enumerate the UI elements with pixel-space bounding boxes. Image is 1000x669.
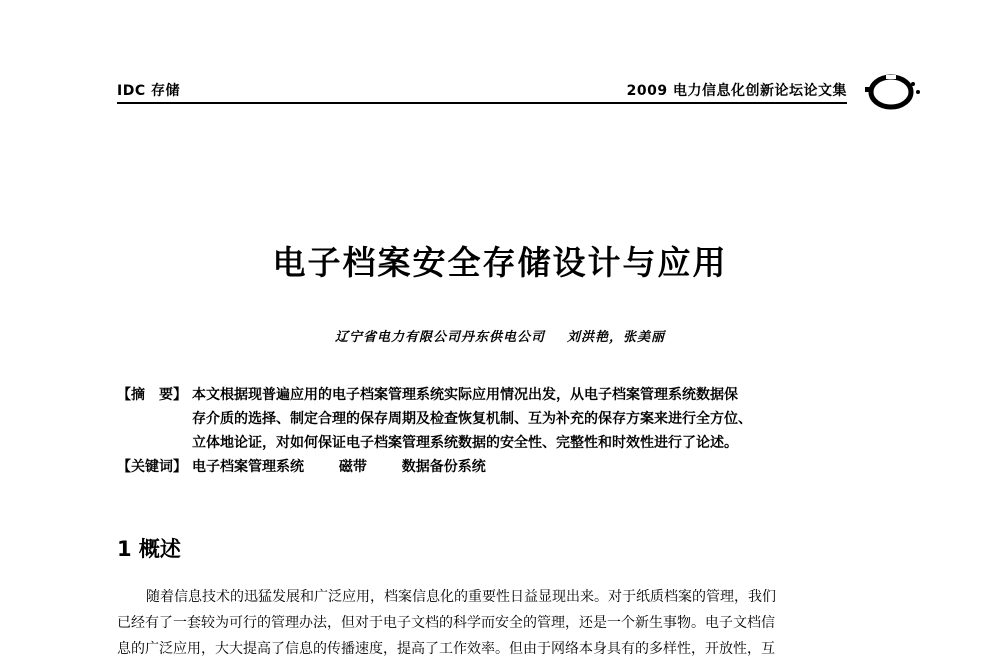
abstract-line: 存介质的选择、制定合理的保存周期及检查恢复机制、互为补充的保存方案来进行全方位、 <box>192 411 752 427</box>
abstract-block <box>117 383 857 479</box>
keyword: 数据备份系统 <box>401 459 486 475</box>
author-affiliation: 辽宁省电力有限公司丹东供电公司 <box>334 330 545 345</box>
author-line <box>0 326 1000 345</box>
body-line: 随着信息技术的迅猛发展和广泛应用，档案信息化的重要性日益显现出来。对于纸质档案的管理，我们 <box>146 589 776 605</box>
abstract-label: 【摘 要】 <box>117 387 187 403</box>
running-header <box>117 78 847 104</box>
section-heading: 1 概述 <box>117 537 181 561</box>
body-line: 息的广泛应用，大大提高了信息的传播速度，提高了工作效率。但由于网络本身具有的多样性，开放性，互 <box>117 641 775 657</box>
author-names: 刘洪艳，张美丽 <box>567 330 666 345</box>
paper-title: 电子档案安全存储设计与应用 <box>272 243 728 282</box>
conference-logo-icon <box>858 70 928 114</box>
section-body <box>117 584 907 662</box>
abstract-line: 立体地论证，对如何保证电子档案管理系统数据的安全性、完整性和时效性进行了论述。 <box>192 435 738 451</box>
abstract-line: 本文根据现普遍应用的电子档案管理系统实际应用情况出发，从电子档案管理系统数据保 <box>192 387 738 403</box>
header-section-label: IDC 存储 <box>117 83 180 99</box>
header-proceedings-title: 2009 电力信息化创新论坛论文集 <box>626 83 847 99</box>
keyword: 电子档案管理系统 <box>192 459 304 475</box>
keyword: 磁带 <box>338 459 367 475</box>
keywords-label: 【关键词】 <box>117 459 187 475</box>
body-line: 已经有了一套较为可行的管理办法，但对于电子文档的科学而安全的管理，还是一个新生事物。电子文档信 <box>117 615 775 631</box>
keywords-row <box>117 455 857 479</box>
